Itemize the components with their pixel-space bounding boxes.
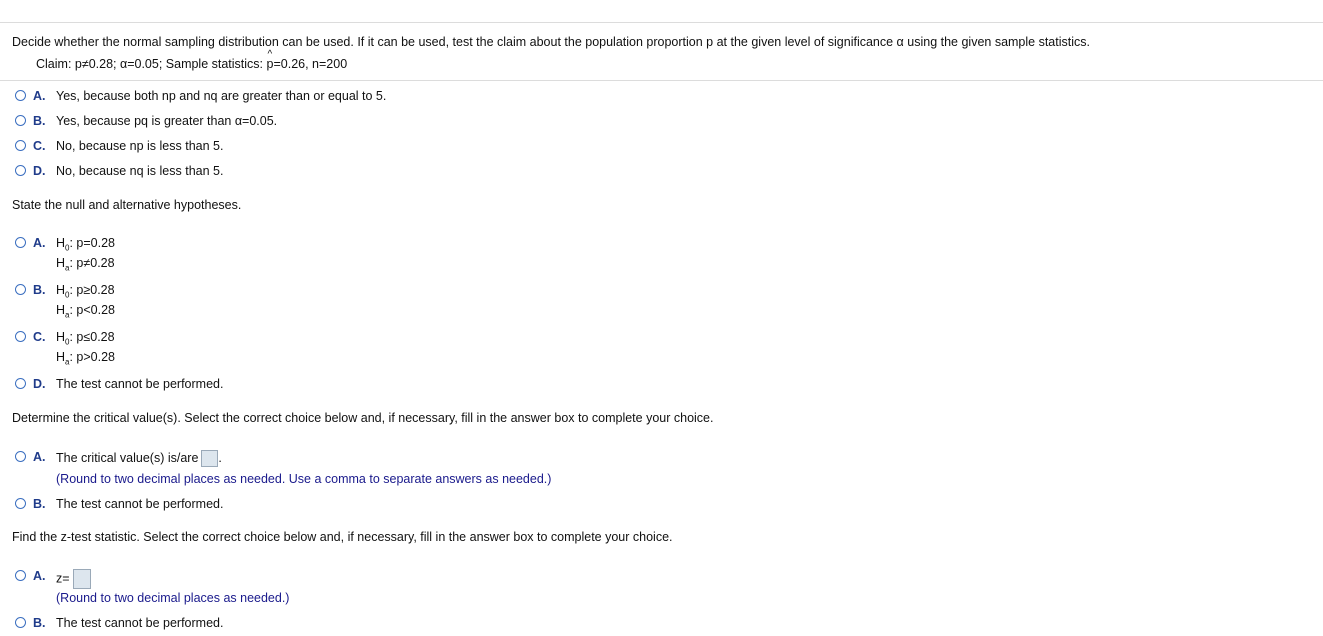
question-prompt: Decide whether the normal sampling distribution can be used. If it can be used, test the claim about the population proportion p at the given level of significance α using the given sample statistics.: [12, 35, 1090, 49]
rounding-hint: (Round to two decimal places as needed. Use a comma to separate answers as needed.): [56, 472, 552, 486]
claim-prefix: Claim: p≠0.28; α=0.05; Sample statistics:: [36, 57, 267, 71]
null-hypothesis: $H_0$: p≥0.28: [56, 283, 115, 300]
option-letter: B.: [33, 283, 46, 297]
option-letter: D.: [33, 377, 46, 391]
option-letter: C.: [33, 139, 46, 153]
option-letter: B.: [33, 497, 46, 511]
option-letter: A.: [33, 450, 46, 464]
option-text: The test cannot be performed.: [56, 497, 224, 511]
p-hat-symbol: ^ p: [267, 57, 274, 71]
radio-button[interactable]: [15, 284, 26, 295]
radio-button[interactable]: [15, 378, 26, 389]
option-text: Yes, because pq is greater than α=0.05.: [56, 114, 278, 128]
option-letter: A.: [33, 236, 46, 250]
option-letter: B.: [33, 616, 46, 630]
top-divider: [0, 22, 1323, 23]
radio-button[interactable]: [15, 90, 26, 101]
alternative-hypothesis: $H_a$: p<0.28: [56, 303, 116, 320]
radio-button[interactable]: [15, 451, 26, 462]
option-text: The test cannot be performed.: [56, 616, 224, 630]
radio-button[interactable]: [15, 237, 26, 248]
null-hypothesis: $H_0$: p≤0.28: [56, 330, 115, 347]
critical-value-prompt: Determine the critical value(s). Select the correct choice below and, if necessary, fill in the answer box to complete your choice.: [12, 411, 714, 425]
option-text: z=: [56, 571, 70, 586]
claim-line: [36, 57, 347, 71]
option-text-line: The critical value(s) is/are .: [56, 450, 222, 467]
radio-button[interactable]: [15, 115, 26, 126]
option-text: The test cannot be performed.: [56, 377, 224, 391]
option-letter: D.: [33, 164, 46, 178]
option-letter: A.: [33, 89, 46, 103]
z-statistic-input[interactable]: [73, 569, 91, 589]
radio-button[interactable]: [15, 498, 26, 509]
z-statistic-prompt: Find the z-test statistic. Select the correct choice below and, if necessary, fill in the answer box to complete your choice.: [12, 530, 673, 544]
option-text: No, because nq is less than 5.: [56, 164, 224, 178]
radio-button[interactable]: [15, 617, 26, 628]
hypotheses-prompt: State the null and alternative hypotheses.: [12, 198, 242, 212]
option-letter: C.: [33, 330, 46, 344]
critical-value-input[interactable]: [201, 450, 218, 467]
alternative-hypothesis: $H_a$: p>0.28: [56, 350, 116, 367]
option-text: The critical value(s) is/are: [56, 450, 199, 465]
option-letter: A.: [33, 569, 46, 583]
null-hypothesis: $H_0$: p=0.28: [56, 236, 116, 253]
question-divider: [0, 80, 1323, 81]
rounding-hint: (Round to two decimal places as needed.): [56, 591, 290, 605]
radio-button[interactable]: [15, 331, 26, 342]
option-text: No, because np is less than 5.: [56, 139, 224, 153]
radio-button[interactable]: [15, 140, 26, 151]
option-text-line: [56, 569, 91, 589]
claim-suffix: =0.26, n=200: [273, 57, 348, 71]
radio-button[interactable]: [15, 165, 26, 176]
option-text: Yes, because both np and nq are greater than or equal to 5.: [56, 89, 387, 103]
alternative-hypothesis: $H_a$: p≠0.28: [56, 256, 115, 273]
option-letter: B.: [33, 114, 46, 128]
radio-button[interactable]: [15, 570, 26, 581]
